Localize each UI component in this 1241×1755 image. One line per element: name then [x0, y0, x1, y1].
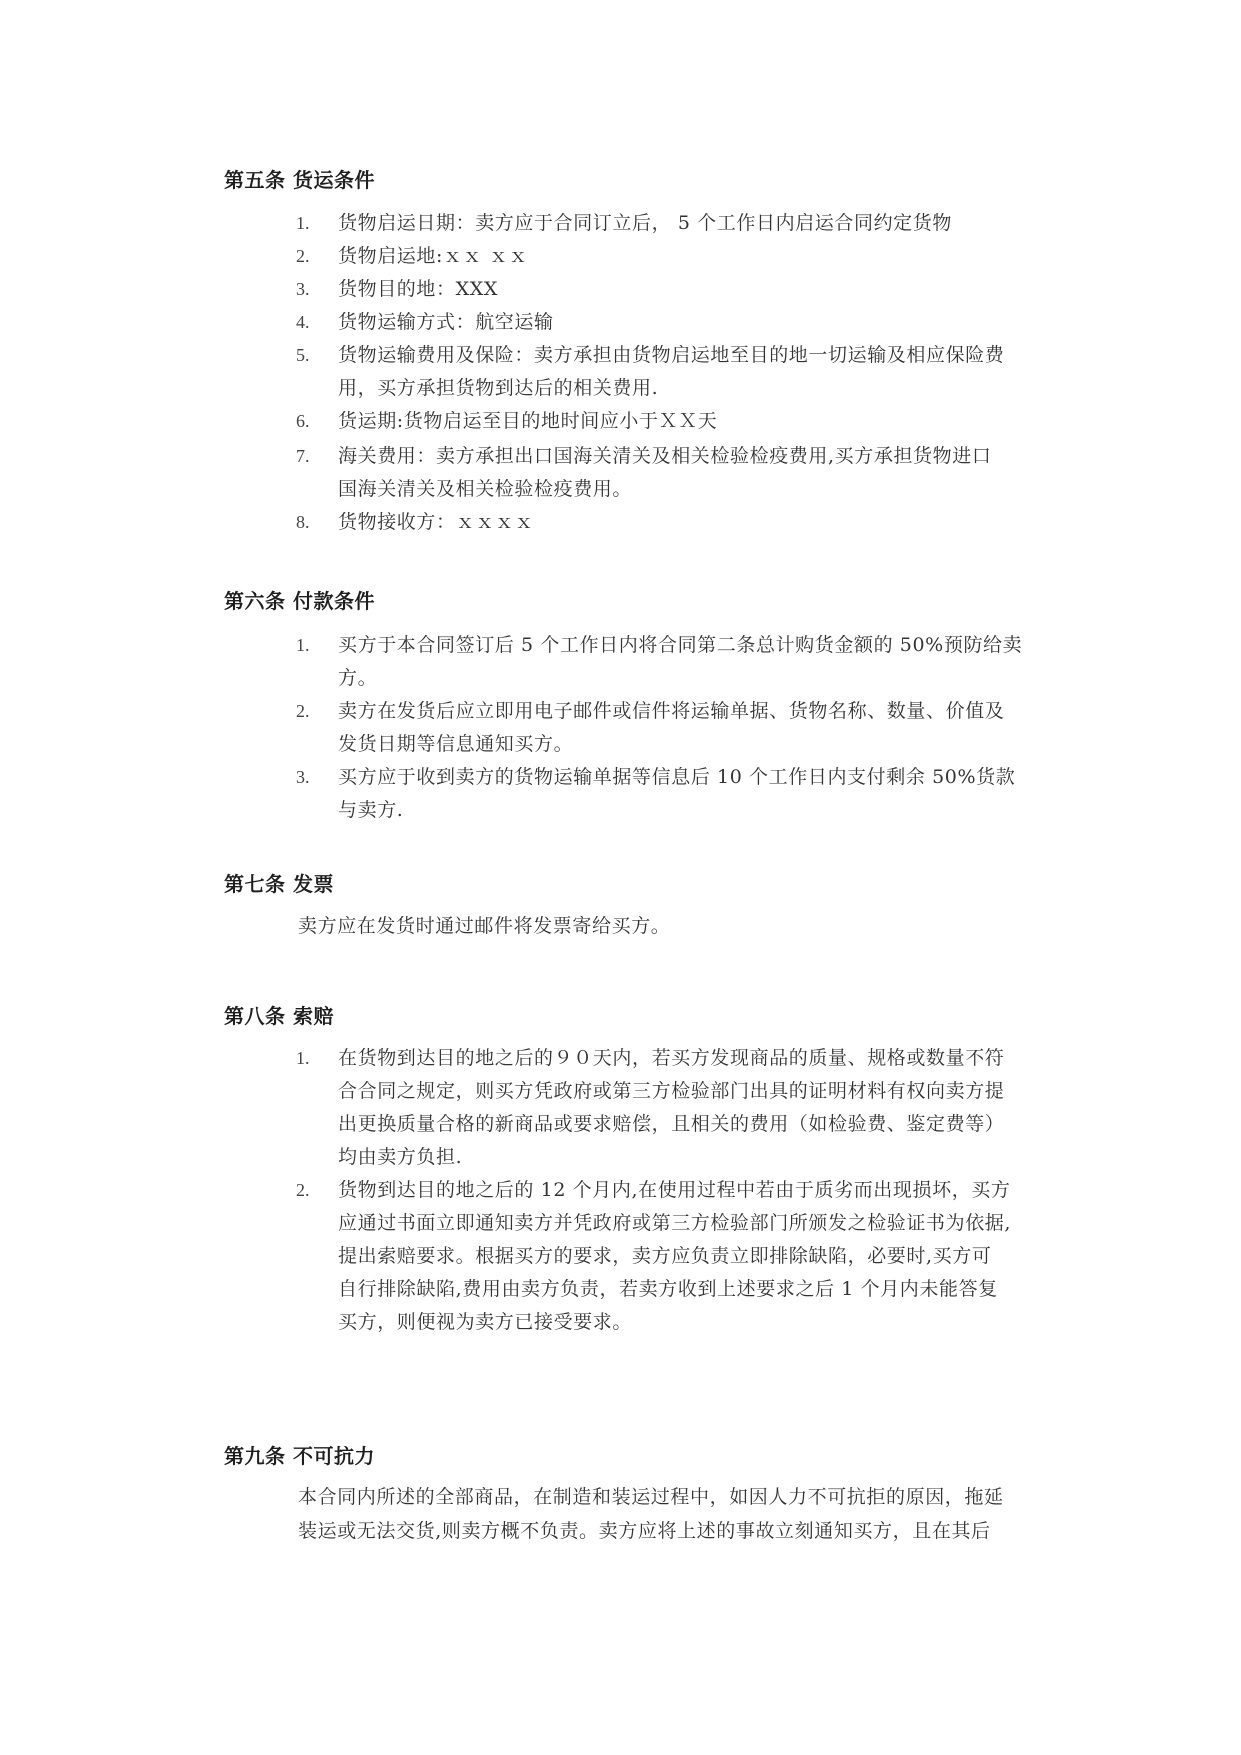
list-item — [296, 240, 1056, 273]
list-item — [296, 695, 1056, 761]
item-text: 买方于本合同签订后 5 个工作日内将合同第二条总计购货金额的 50%预防给卖 — [338, 634, 1023, 656]
item-text: 方。 — [338, 667, 378, 689]
section-8-title: 第八条 索赔 — [224, 1004, 334, 1028]
section-5-title: 第五条 货运条件 — [224, 168, 375, 192]
item-text: 发货日期等信息通知买方。 — [338, 733, 574, 755]
item-text: 买方，则便视为卖方已接受要求。 — [338, 1311, 633, 1333]
list-item — [296, 761, 1056, 827]
item-text: 海关费用：卖方承担出口国海关清关及相关检验检疫费用,买方承担货物进口 — [338, 445, 992, 467]
section-6-title: 第六条 付款条件 — [224, 589, 375, 613]
item-text: 卖方在发货后应立即用电子邮件或信件将运输单据、货物名称、数量、价值及 — [338, 700, 1005, 722]
item-number: 4. — [296, 312, 310, 332]
item-number: 6. — [296, 411, 310, 431]
paragraph-line: 本合同内所述的全部商品，在制造和装运过程中，如因人力不可抗拒的原因，拖延 — [298, 1486, 1004, 1508]
item-text: 货物运输费用及保险：卖方承担由货物启运地至目的地一切运输及相应保险费 — [338, 344, 1005, 366]
item-text: 在货物到达目的地之后的９０天内，若买方发现商品的质量、规格或数量不符 — [338, 1047, 1005, 1069]
item-text: 提出索赔要求。根据买方的要求，卖方应负责立即排除缺陷，必要时,买方可 — [338, 1245, 992, 1267]
item-text: 货物目的地：XXX — [338, 278, 498, 300]
item-text: 与卖方. — [338, 799, 404, 821]
list-item — [296, 207, 1056, 240]
item-text: 货物到达目的地之后的 12 个月内,在使用过程中若由于质劣而出现损坏，买方 — [338, 1179, 1011, 1201]
item-number: 2. — [296, 1180, 310, 1200]
item-text: 应通过书面立即通知卖方并凭政府或第三方检验部门所颁发之检验证书为依据, — [338, 1212, 1012, 1234]
list-item — [296, 306, 1056, 339]
item-text: 货物启运日期：卖方应于合同订立后， 5 个工作日内启运合同约定货物 — [338, 212, 952, 234]
list-item — [296, 273, 1056, 306]
list-item — [296, 1042, 1056, 1174]
item-text: 自行排除缺陷,费用由卖方负责，若卖方收到上述要求之后 1 个月内未能答复 — [338, 1278, 998, 1300]
item-number: 2. — [296, 246, 310, 266]
item-text: 出更换质量合格的新商品或要求赔偿，且相关的费用（如检验费、鉴定费等） — [338, 1113, 1005, 1135]
item-number: 3. — [296, 279, 310, 299]
item-text: 合合同之规定，则买方凭政府或第三方检验部门出具的证明材料有权向卖方提 — [338, 1080, 1005, 1102]
item-text: 国海关清关及相关检验检疫费用。 — [338, 478, 633, 500]
item-text: 货运期:货物启运至目的地时间应小于ＸＸ天 — [338, 410, 718, 432]
item-text: 用，买方承担货物到达后的相关费用. — [338, 377, 659, 399]
list-item — [296, 405, 1056, 438]
list-item — [296, 1174, 1056, 1339]
item-number: 3. — [296, 767, 310, 787]
item-number: 7. — [296, 446, 310, 466]
list-item — [296, 339, 1056, 405]
paragraph-line: 卖方应在发货时通过邮件将发票寄给买方。 — [298, 915, 671, 937]
item-text: 货物接收方：ｘｘｘｘ — [338, 511, 535, 533]
item-number: 8. — [296, 512, 310, 532]
section-7-title: 第七条 发票 — [224, 872, 334, 896]
section-9-title: 第九条 不可抗力 — [224, 1444, 375, 1468]
item-number: 2. — [296, 701, 310, 721]
item-text: 货物启运地:ｘｘ ｘｘ — [338, 245, 529, 267]
item-text: 货物运输方式：航空运输 — [338, 311, 554, 333]
item-text: 买方应于收到卖方的货物运输单据等信息后 10 个工作日内支付剩余 50%货款 — [338, 766, 1016, 788]
list-item — [296, 506, 1056, 539]
list-item — [296, 440, 1056, 506]
paragraph-line: 装运或无法交货,则卖方概不负责。卖方应将上述的事故立刻通知买方，且在其后 — [298, 1520, 991, 1542]
item-number: 5. — [296, 345, 310, 365]
item-number: 1. — [296, 635, 310, 655]
item-number: 1. — [296, 1048, 310, 1068]
item-text: 均由卖方负担. — [338, 1146, 463, 1168]
list-item — [296, 629, 1056, 695]
paragraph — [298, 1480, 1058, 1548]
item-number: 1. — [296, 213, 310, 233]
paragraph — [298, 909, 1058, 943]
